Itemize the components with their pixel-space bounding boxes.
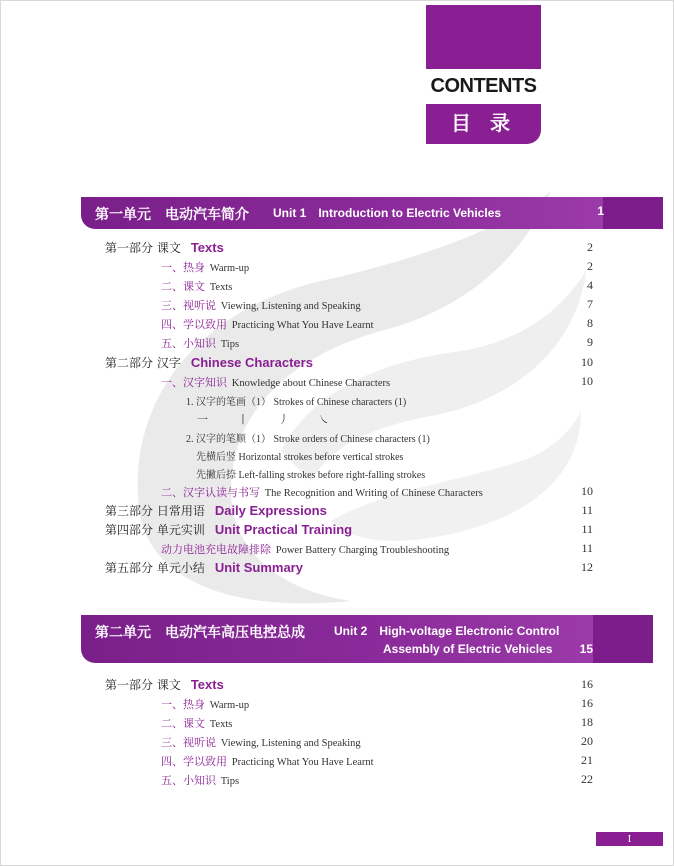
unit1-title-en: Unit 1 Introduction to Electric Vehicles — [273, 206, 502, 220]
contents-title: CONTENTS — [430, 75, 537, 97]
u1-p1-item[interactable]: 二、课文 Texts — [161, 280, 233, 293]
unit2-title-en-line2: Assembly of Electric Vehicles — [383, 642, 553, 656]
unit2-page: 15 — [579, 642, 593, 656]
u2-p1-item[interactable]: 一、热身 Warm-up — [161, 698, 250, 711]
u1-p2-item1-page: 10 — [581, 374, 593, 388]
stroke-order-title: 2. 汉字的笔顺（1） Stroke orders of Chinese characters (1) — [186, 434, 430, 445]
u1-part4[interactable]: 第四部分 单元实训 Unit Practical Training — [105, 522, 353, 537]
contents-title-zh: 目 录 — [426, 104, 541, 144]
stroke-order-rule: 先横后竖 Horizontal strokes before vertical strokes — [196, 452, 404, 463]
u2-p1-item-page: 16 — [581, 696, 593, 710]
u1-p2-item2-page: 10 — [581, 484, 593, 498]
u1-p1-item-page: 4 — [587, 278, 593, 292]
u1-part2[interactable]: 第二部分 汉字 Chinese Characters — [105, 355, 313, 370]
u1-part2-page: 10 — [581, 355, 593, 369]
u2-p1-item-page: 18 — [581, 715, 593, 729]
u1-p1-item-page: 7 — [587, 297, 593, 311]
u2-p1-item-page: 22 — [581, 772, 593, 786]
u2-p1-item-page: 21 — [581, 753, 593, 767]
page-folio: I — [596, 832, 663, 846]
unit1-page: 1 — [597, 204, 604, 218]
unit2-title-en-line1: Unit 2 High-voltage Electronic Control — [334, 624, 560, 638]
unit1-title-zh: 第一单元 电动汽车简介 — [95, 207, 249, 223]
u2-part1-page: 16 — [581, 677, 593, 691]
u1-p1-item-page: 9 — [587, 335, 593, 349]
header-color-block — [426, 5, 541, 69]
unit2-banner[interactable] — [81, 615, 593, 663]
u1-p4-item-page: 11 — [581, 541, 593, 555]
u2-part1[interactable]: 第一部分 课文 Texts — [105, 677, 224, 692]
stroke-characters: 一 丨 丿 ㇏ — [197, 413, 343, 426]
unit1-banner[interactable] — [81, 197, 603, 229]
u1-part4-page: 11 — [581, 522, 593, 536]
u1-part5[interactable]: 第五部分 单元小结 Unit Summary — [105, 560, 303, 575]
u1-p1-item[interactable]: 三、视听说 Viewing, Listening and Speaking — [161, 299, 361, 312]
u2-p1-item[interactable]: 三、视听说 Viewing, Listening and Speaking — [161, 736, 361, 749]
u1-part5-page: 12 — [581, 560, 593, 574]
unit2-title-zh: 第二单元 电动汽车高压电控总成 — [95, 625, 305, 641]
u1-part1-page: 2 — [587, 240, 593, 254]
u1-part3[interactable]: 第三部分 日常用语 Daily Expressions — [105, 503, 327, 518]
u1-p2-item2[interactable]: 二、汉字认读与书写 The Recognition and Writing of Chinese Characters — [161, 486, 483, 499]
u1-p1-item-page: 8 — [587, 316, 593, 330]
stroke-order-rule: 先撇后捺 Left-falling strokes before right-falling strokes — [196, 470, 426, 481]
u1-part1[interactable]: 第一部分 课文 Texts — [105, 240, 224, 255]
u1-part3-page: 11 — [581, 503, 593, 517]
u2-p1-item-page: 20 — [581, 734, 593, 748]
u1-p2-item1[interactable]: 一、汉字知识 Knowledge about Chinese Characters — [161, 376, 391, 389]
u2-p1-item[interactable]: 四、学以致用 Practicing What You Have Learnt — [161, 755, 374, 768]
u2-p1-item[interactable]: 五、小知识 Tips — [161, 774, 240, 787]
strokes-title: 1. 汉字的笔画（1） Strokes of Chinese characters (1) — [186, 397, 407, 408]
u1-p4-item[interactable]: 动力电池充电故障排除 Power Battery Charging Troubleshooting — [161, 543, 450, 556]
u2-p1-item[interactable]: 二、课文 Texts — [161, 717, 233, 730]
u1-p1-item[interactable]: 四、学以致用 Practicing What You Have Learnt — [161, 318, 374, 331]
u1-p1-item-page: 2 — [587, 259, 593, 273]
u1-p1-item[interactable]: 五、小知识 Tips — [161, 337, 240, 350]
u1-p1-item[interactable]: 一、热身 Warm-up — [161, 261, 250, 274]
